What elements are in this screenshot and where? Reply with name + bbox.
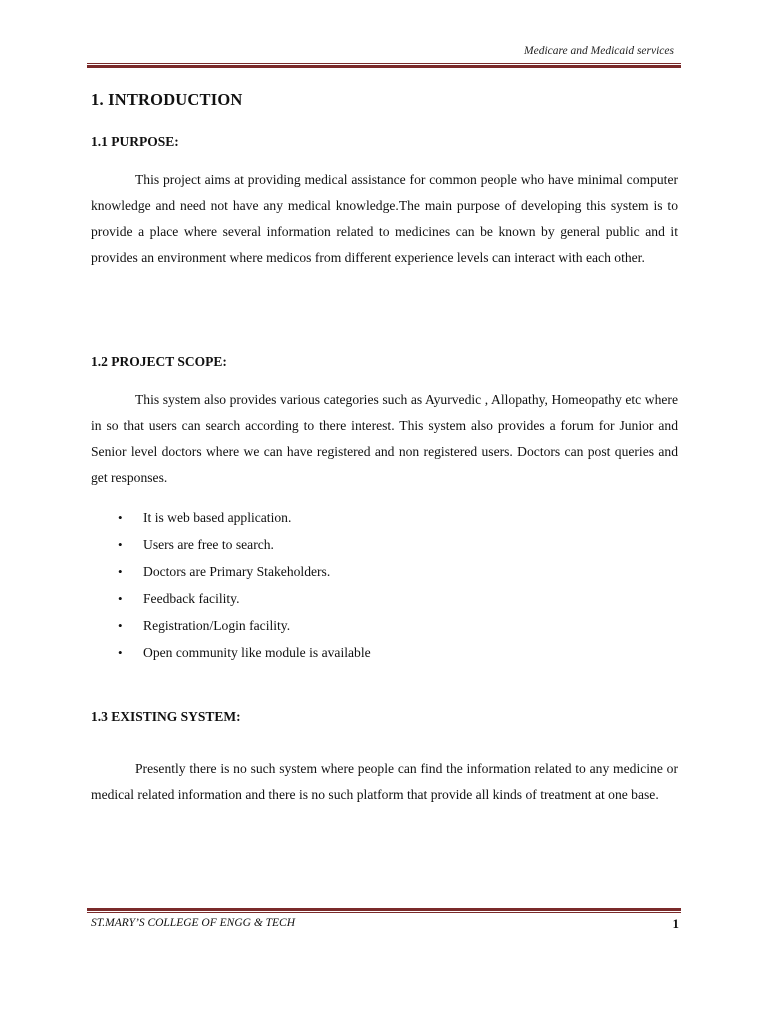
list-item — [118, 614, 371, 641]
section-heading: 1. INTRODUCTION — [91, 90, 243, 109]
list-item-text: Open community like module is available — [143, 645, 371, 660]
footer-college: ST.MARY’S COLLEGE OF ENGG & TECH — [91, 917, 296, 929]
bullet-icon: • — [118, 591, 123, 606]
list-item — [118, 506, 371, 533]
list-item — [118, 587, 371, 614]
footer-rule-thick — [87, 908, 681, 911]
bullet-icon: • — [118, 645, 123, 660]
feature-list — [118, 506, 371, 668]
bullet-icon: • — [118, 510, 123, 525]
page-number: 1 — [672, 916, 679, 931]
list-item-text: Registration/Login facility. — [143, 618, 291, 633]
list-item — [118, 641, 371, 668]
purpose-heading: 1.1 PURPOSE: — [91, 134, 179, 149]
bullet-icon: • — [118, 618, 123, 633]
list-item-text: Users are free to search. — [143, 537, 274, 552]
header-rule-thick — [87, 65, 681, 68]
footer-rule-thin — [87, 912, 681, 913]
list-item-text: It is web based application. — [143, 510, 292, 525]
bullet-icon: • — [118, 537, 123, 552]
list-item-text: Feedback facility. — [143, 591, 240, 606]
existing-heading: 1.3 EXISTING SYSTEM: — [91, 709, 241, 724]
list-item — [118, 560, 371, 587]
list-item — [118, 533, 371, 560]
scope-paragraph: This system also provides various categories such as Ayurvedic , Allopathy, Homeopathy etc where in so that users can search according to there interest. This system also provides a forum for Junior and Senior level doctors where we can have registered and non registered users. Doctors can post queries and get responses. — [91, 392, 678, 485]
existing-paragraph: Presently there is no such system where people can find the information related to any medicine or medical related information and there is no such platform that provide all kinds of treatment at one base. — [91, 761, 678, 802]
scope-heading: 1.2 PROJECT SCOPE: — [91, 354, 227, 369]
header-rule-thin — [87, 63, 681, 64]
bullet-icon: • — [118, 564, 123, 579]
purpose-paragraph: This project aims at providing medical assistance for common people who have minimal computer knowledge and need not have any medical knowledge.The main purpose of developing this system is to provide a place where several information related to medicines can be known by general public and it provides an environment where medicos from different experience levels can interact with each other. — [91, 172, 678, 265]
running-header: Medicare and Medicaid services — [524, 45, 674, 57]
list-item-text: Doctors are Primary Stakeholders. — [143, 564, 331, 579]
